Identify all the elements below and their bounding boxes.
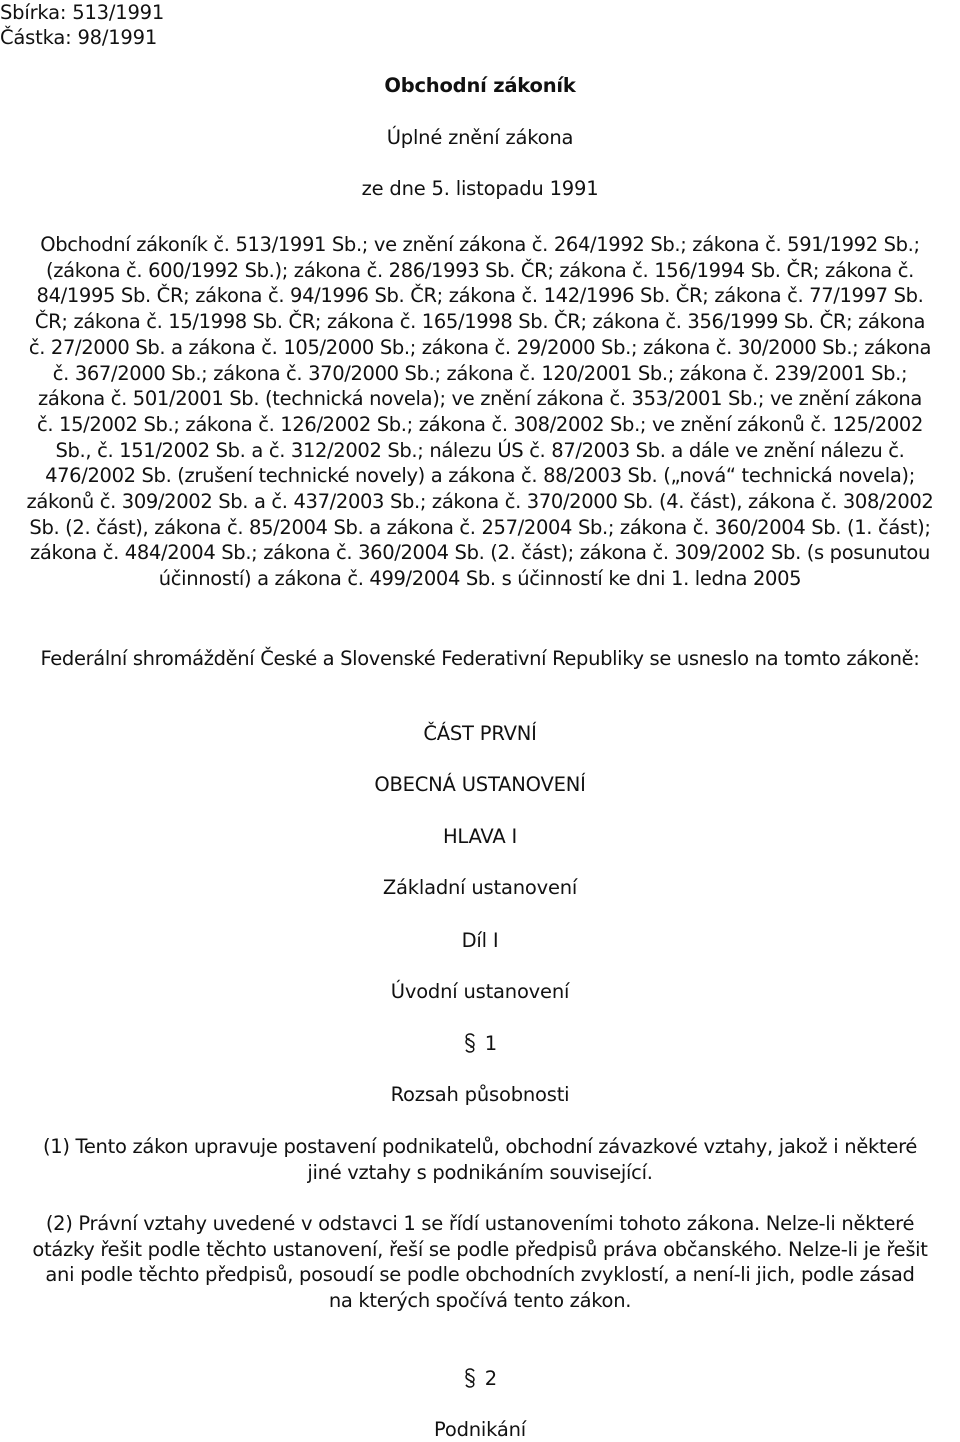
section-1-paragraph-2 bbox=[0, 1211, 960, 1314]
section-2-heading bbox=[0, 1367, 960, 1390]
amendments-line: (zákona č. 600/1992 Sb.); zákona č. 286/1993 Sb. ČR; zákona č. 156/1994 Sb. ČR; zákona č. bbox=[46, 258, 914, 282]
amendments-paragraph bbox=[0, 232, 960, 592]
part-title: OBECNÁ USTANOVENÍ bbox=[374, 773, 586, 796]
paragraph-line: na kterých spočívá tento zákon. bbox=[328, 1289, 632, 1313]
amendments-line: Obchodní zákoník č. 513/1991 Sb.; ve znění zákona č. 264/1992 Sb.; zákona č. 591/1992 Sb.; bbox=[40, 233, 920, 256]
amendments-line: Sb. (2. část), zákona č. 85/2004 Sb. a zákona č. 257/2004 Sb.; zákona č. 360/2004 Sb. (1. část); bbox=[29, 515, 931, 539]
division-title: Úvodní ustanovení bbox=[390, 980, 570, 1003]
section-1-number: 1 bbox=[484, 1032, 498, 1055]
section-1-paragraph-1 bbox=[0, 1134, 960, 1185]
division-heading: Díl I bbox=[461, 929, 499, 952]
paragraph-line: jiné vztahy s podnikáním související. bbox=[307, 1160, 653, 1184]
section-sign-icon bbox=[463, 1368, 477, 1388]
amendments-line: č. 15/2002 Sb.; zákona č. 126/2002 Sb.; zákona č. 308/2002 Sb.; ve znění zákonů č. 125/2002 bbox=[36, 412, 923, 436]
preamble: Federální shromáždění České a Slovenské Federativní Republiky se usneslo na tomto zákoně: bbox=[40, 647, 920, 670]
part-heading: ČÁST PRVNÍ bbox=[423, 722, 537, 745]
section-sign-icon bbox=[463, 1033, 477, 1053]
paragraph-line: (1) Tento zákon upravuje postavení podnikatelů, obchodní závazkové vztahy, jakož i některé bbox=[42, 1135, 918, 1158]
section-1-heading bbox=[0, 1032, 960, 1055]
section-1-title: Rozsah působnosti bbox=[390, 1083, 570, 1106]
amendments-line: zákona č. 484/2004 Sb.; zákona č. 360/2004 Sb. (2. část); zákona č. 309/2002 Sb. (s posunutou bbox=[29, 541, 931, 565]
chapter-title: Základní ustanovení bbox=[382, 876, 578, 899]
amendments-line: Sb., č. 151/2002 Sb. a č. 312/2002 Sb.; nálezu ÚS č. 87/2003 Sb. a dále ve znění nálezu č. bbox=[55, 438, 905, 462]
amendments-line: účinností) a zákona č. 499/2004 Sb. s účinností ke dni 1. ledna 2005 bbox=[158, 567, 802, 591]
law-date: ze dne 5. listopadu 1991 bbox=[361, 177, 599, 200]
amendments-line: 476/2002 Sb. (zrušení technické novely) a zákona č. 88/2003 Sb. („nová“ technická novela); bbox=[45, 464, 915, 488]
chapter-heading: HLAVA I bbox=[442, 825, 518, 848]
law-subtitle: Úplné znění zákona bbox=[386, 126, 574, 149]
section-2-number: 2 bbox=[484, 1367, 498, 1390]
amendments-line: 84/1995 Sb. ČR; zákona č. 94/1996 Sb. ČR; zákona č. 142/1996 Sb. ČR; zákona č. 77/1997 Sb. bbox=[36, 284, 924, 308]
paragraph-line: otázky řešit podle těchto ustanovení, řeší se podle předpisů práva občanského. Nelze-li je řešit bbox=[32, 1237, 928, 1261]
paragraph-line: ani podle těchto předpisů, posoudí se podle obchodních zvyklostí, a není-li jich, podle zásad bbox=[45, 1263, 915, 1287]
amendments-line: č. 367/2000 Sb.; zákona č. 370/2000 Sb.; zákona č. 120/2001 Sb.; zákona č. 239/2001 Sb.; bbox=[52, 361, 908, 385]
law-title: Obchodní zákoník bbox=[384, 74, 576, 97]
part-number: Částka: 98/1991 bbox=[0, 26, 158, 49]
amendments-line: ČR; zákona č. 15/1998 Sb. ČR; zákona č. 165/1998 Sb. ČR; zákona č. 356/1999 Sb. ČR; zákona bbox=[34, 310, 926, 334]
amendments-line: zákonů č. 309/2002 Sb. a č. 437/2003 Sb.; zákona č. 370/2000 Sb. (4. část), zákona č. 308/2002 bbox=[26, 490, 934, 514]
amendments-line: č. 27/2000 Sb. a zákona č. 105/2000 Sb.; zákona č. 29/2000 Sb.; zákona č. 30/2000 Sb.; zákona bbox=[28, 335, 932, 359]
paragraph-line: (2) Právní vztahy uvedené v odstavci 1 se řídí ustanoveními tohoto zákona. Nelze-li některé bbox=[45, 1212, 915, 1235]
collection-number: Sbírka: 513/1991 bbox=[0, 1, 165, 24]
amendments-line: zákona č. 501/2001 Sb. (technická novela); ve znění zákona č. 353/2001 Sb.; ve znění zákona bbox=[37, 387, 923, 411]
document-header bbox=[0, 0, 164, 50]
section-2-title: Podnikání bbox=[433, 1418, 527, 1441]
